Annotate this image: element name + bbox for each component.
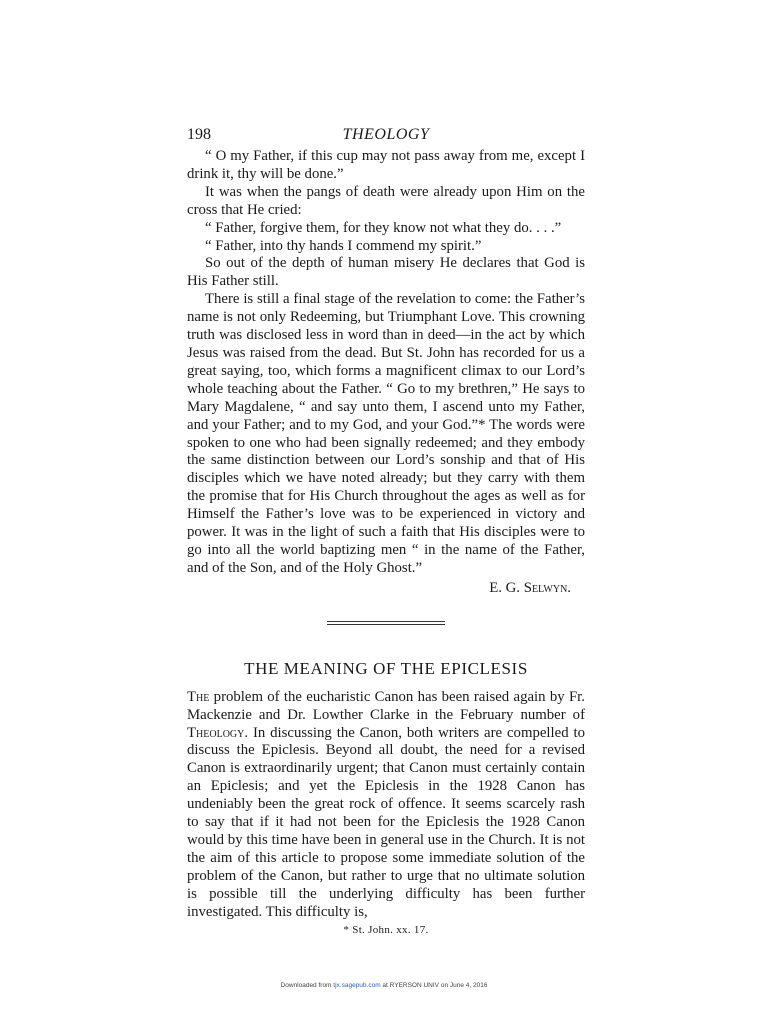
download-link[interactable]: tjx.sagepub.com	[333, 982, 381, 989]
article-paragraph	[187, 689, 585, 922]
download-prefix: Downloaded from	[280, 982, 334, 989]
paragraph: It was when the pangs of death were already upon Him on the cross that He cried:	[187, 183, 585, 218]
author-signature: E. G. Selwyn.	[489, 579, 571, 596]
paragraph: There is still a final stage of the revelation to come: the Father’s name is not only Redeeming, but Triumphant Love. This crowning truth was disclosed less in word than in deed—in the act by which Jesus was raised from the dead. But St. John has recorded for us a great saying, too, which forms a magnificent climax to our Lord’s whole teaching about the Father. “ Go to my brethren,” He says to Mary Magdalene, “ and say unto them, I ascend unto my Father, and your Father; and to my God, and your God.”* The words were spoken to one who had been signally redeemed; and they embody the same distinction between our Lord’s sonship and that of His disciples which we have noted already; but they carry with them the promise that for His Church throughout the ages as well as for Himself the Father’s love was to be experienced in victory and power. It was in the light of such a faith that His disciples were to go into all the world baptizing men “ in the name of the Father, and of the Son, and of the Holy Ghost.”	[187, 291, 585, 576]
paragraph-text: problem of the eucharistic Canon has been raised again by Fr. Mackenzie and Dr. Lowther Clarke in the February number of	[187, 688, 585, 723]
page-header	[187, 126, 585, 148]
section-body	[187, 148, 585, 578]
journal-name: Theology	[187, 724, 245, 741]
article-title: THE MEANING OF THE EPICLESIS	[244, 658, 528, 678]
download-suffix: at RYERSON UNIV on June 4, 2016	[380, 982, 488, 989]
running-title: THEOLOGY	[342, 126, 430, 143]
article-body	[187, 689, 585, 922]
paragraph: “ Father, into thy hands I commend my spirit.”	[205, 237, 482, 254]
paragraph: “ Father, forgive them, for they know not what they do. . . .”	[205, 219, 562, 236]
paragraph-text: . In discussing the Canon, both writers are compelled to discuss the Epiclesis. Beyond all doubt, the need for a revised Canon is extraordinarily urgent; that Canon must certainly contain an Epiclesis; and yet the Epiclesis in the 1928 Canon has undeniably been the great rock of offence. It seems scarcely rash to say that if it had not been for the Epiclesis the 1928 Canon would by this time have been in general use in the Church. It is not the aim of this article to propose some immediate solution of the problem of the Canon, but rather to urge that no ultimate solution is possible till the underlying difficulty has been further investigated. This difficulty is,	[187, 724, 585, 920]
paragraph: “ O my Father, if this cup may not pass away from me, except I drink it, thy will be done.”	[187, 148, 585, 182]
section-divider	[327, 621, 445, 625]
paragraph: So out of the depth of human misery He declares that God is His Father still.	[187, 255, 585, 290]
footnote: * St. John. xx. 17.	[343, 923, 429, 936]
lead-word: The	[187, 688, 210, 705]
download-notice	[0, 982, 768, 989]
page-number: 198	[187, 126, 211, 143]
page	[187, 126, 585, 936]
